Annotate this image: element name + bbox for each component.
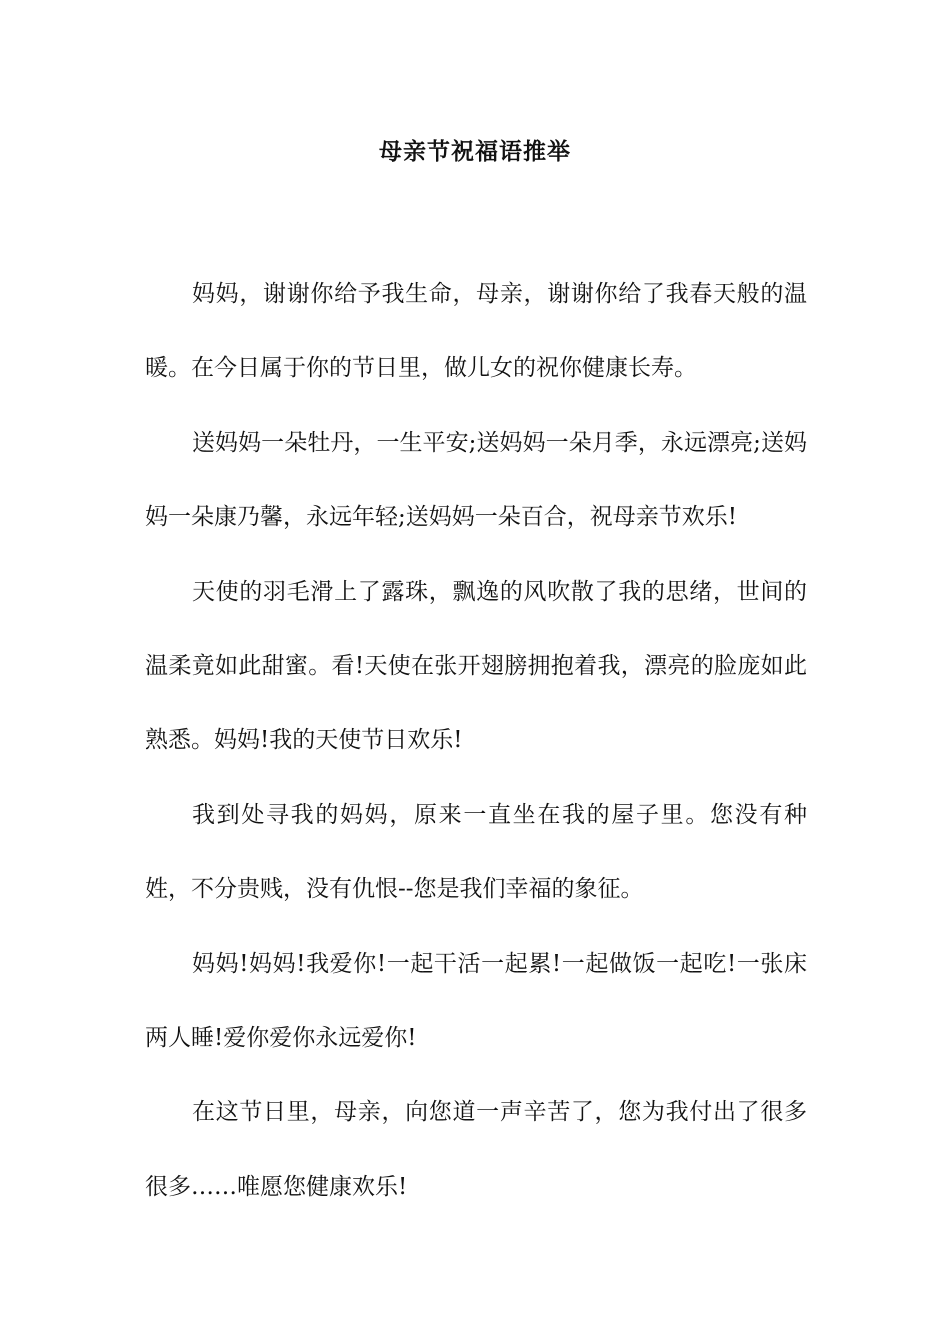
document-body [145,257,807,1224]
paragraph: 送妈妈一朵牡丹，一生平安;送妈妈一朵月季，永远漂亮;送妈妈一朵康乃馨，永远年轻;送妈妈一朵百合，祝母亲节欢乐! [145,429,807,531]
paragraph: 在这节日里，母亲，向您道一声辛苦了，您为我付出了很多很多……唯愿您健康欢乐! [145,1099,807,1200]
paragraph: 天使的羽毛滑上了露珠，飘逸的风吹散了我的思绪，世间的温柔竟如此甜蜜。看!天使在张开翅膀拥抱着我，漂亮的脸庞如此熟悉。妈妈!我的天使节日欢乐! [145,578,807,754]
paragraph: 妈妈，谢谢你给予我生命，母亲，谢谢你给了我春天般的温暖。在今日属于你的节日里，做儿女的祝你健康长寿。 [145,281,807,382]
paragraph: 我到处寻我的妈妈，原来一直坐在我的屋子里。您没有种姓，不分贵贱，没有仇恨--您是我们幸福的象征。 [145,801,807,903]
document-title: 母亲节祝福语推举 [379,138,571,165]
paragraph: 妈妈!妈妈!我爱你!一起干活一起累!一起做饭一起吃!一张床两人睡!爱你爱你永远爱你! [145,950,807,1052]
